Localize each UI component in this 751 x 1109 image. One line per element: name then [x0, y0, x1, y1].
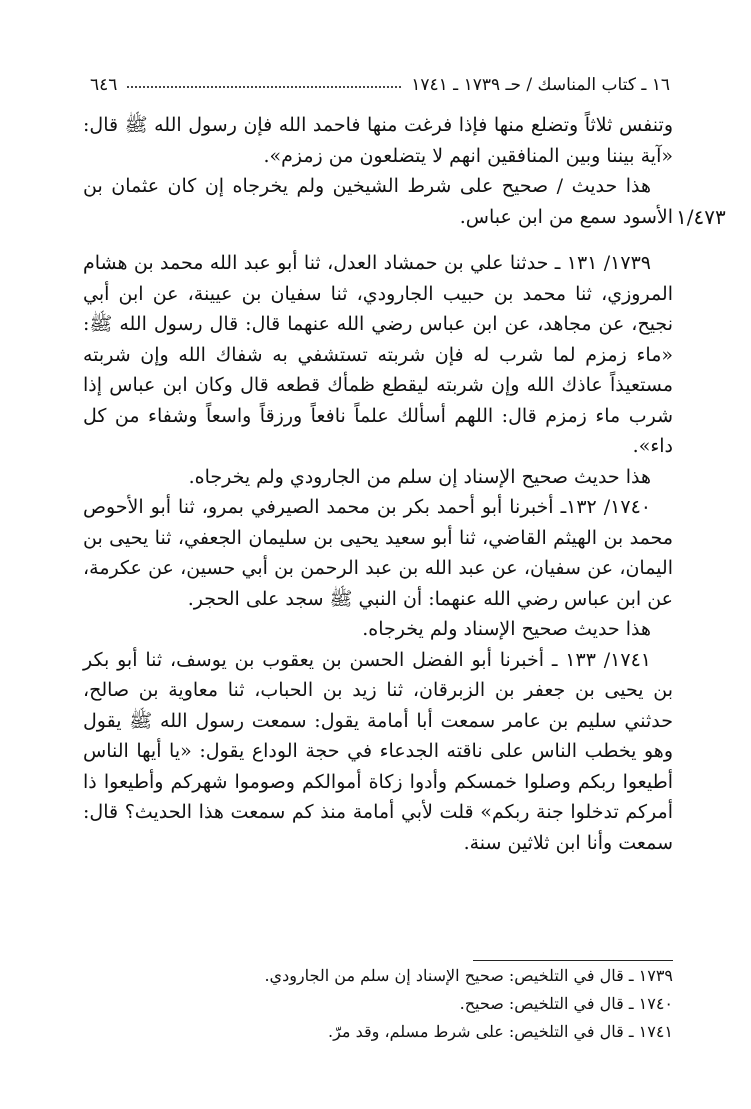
running-header	[90, 72, 670, 98]
paragraph-grading-1739: هذا حديث صحيح الإسناد إن سلم من الجارودي ولم يخرجاه.	[188, 465, 651, 488]
footnote-1739: ١٧٣٩ ـ قال في التلخيص: صحيح الإسناد إن سلم من الجارودي.	[264, 966, 673, 985]
footnote-1740: ١٧٤٠ ـ قال في التلخيص: صحيح.	[459, 994, 673, 1013]
paragraph-grading-1740: هذا حديث صحيح الإسناد ولم يخرجاه.	[362, 618, 651, 640]
paragraph-grading-1738: هذا حديث / صحيح على شرط الشيخين ولم يخرجاه إن كان عثمان بن الأسود سمع من ابن عباس.	[83, 175, 673, 228]
paragraph-continuation: وتنفس ثلاثاً وتضلع منها فإذا فرغت منها فاحمد الله فإن رسول الله ﷺ قال: «آية بيننا وبين المنافقين انهم لا يتضلعون من زمزم».	[83, 114, 673, 167]
paragraph-gap	[83, 232, 673, 248]
paragraph-hadith-1740: ١٧٤٠/ ١٣٢ـ أخبرنا أبو أحمد بكر بن محمد الصيرفي بمرو، ثنا أبو الأحوص محمد بن الهيثم القاضي، ثنا أبو سعيد يحيى بن سليمان الجعفي، ثنا يحيى بن اليمان، عن سفيان، عن عبد الله بن عبد الرحمن بن أبي حسين، عن عكرمة، عن ابن عباس رضي الله عنهما: أن النبي ﷺ سجد على الحجر.	[83, 496, 673, 610]
footnotes	[83, 962, 673, 1046]
page-number: ٦٤٦	[90, 75, 118, 95]
dotted-leader	[127, 86, 401, 88]
footnote-rule	[473, 960, 673, 961]
margin-reference: ١/٤٧٣	[676, 205, 726, 229]
footnote-1741: ١٧٤١ ـ قال في التلخيص: على شرط مسلم، وقد مرّ.	[328, 1022, 673, 1041]
running-title: ١٦ ـ كتاب المناسك / حـ ١٧٣٩ ـ ١٧٤١	[411, 75, 670, 95]
paragraph-hadith-1739: ١٧٣٩/ ١٣١ ـ حدثنا علي بن حمشاد العدل، ثنا أبو عبد الله محمد بن هشام المروزي، ثنا محمد بن حبيب الجارودي، ثنا سفيان بن عيينة، عن ابن أبي نجيح، عن مجاهد، عن ابن عباس رضي الله عنهما قال: قال رسول الله ﷺ: «ماء زمزم لما شرب له فإن شربته تستشفي به شفاك الله وإن شربته مستعيذاً عاذك الله وإن شربته ليقطع ظمأك قطعه قال وكان ابن عباس إذا شرب ماء زمزم قال: اللهم أسألك علماً نافعاً ورزقاً واسعاً وشفاء من كل داء».	[83, 252, 673, 457]
paragraph-hadith-1741: ١٧٤١/ ١٣٣ ـ أخبرنا أبو الفضل الحسن بن يعقوب بن يوسف، ثنا أبو بكر بن يحيى بن جعفر بن الزبرقان، ثنا زيد بن الحباب، ثنا معاوية بن صالح، حدثني سليم بن عامر سمعت أبا أمامة يقول: سمعت رسول الله ﷺ يقول وهو يخطب الناس على ناقته الجدعاء في حجة الوداع يقول: «يا أيها الناس أطيعوا ربكم وصلوا خمسكم وأدوا زكاة أموالكم وصوموا شهركم وأطيعوا ذا أمركم تدخلوا جنة ربكم» قلت لأبي أمامة منذ كم سمعت هذا الحديث؟ قال: سمعت وأنا ابن ثلاثين سنة.	[83, 648, 673, 854]
main-text	[83, 110, 673, 858]
